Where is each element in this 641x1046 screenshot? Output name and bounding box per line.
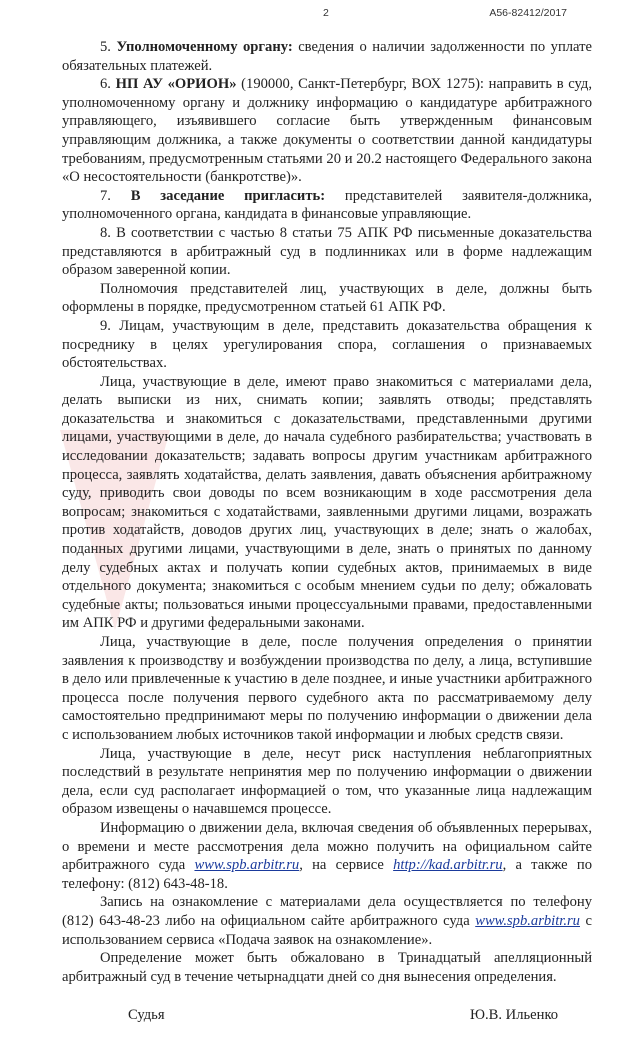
document-body xyxy=(62,38,592,986)
text: Определение может быть обжаловано в Тринадцатый апелляционный арбитражный суд в течение четырнадцати дней со дня вынесения определения. xyxy=(62,950,592,985)
paragraph xyxy=(62,633,592,745)
paragraph xyxy=(62,75,592,187)
link[interactable]: www.spb.arbitr.ru xyxy=(194,857,300,874)
text: , а также по телефону: (812) 643-48-18. xyxy=(62,857,592,892)
text: Запись на ознакомление с материалами дела осуществляется по телефону (812) 643-48-23 либо на официальном сайте арбитражного суда xyxy=(62,894,592,929)
text: 7. xyxy=(100,187,131,204)
text: представителей заявителя-должника, уполномоченного органа, кандидата в финансовые управляющие. xyxy=(62,187,593,223)
case-number: А56-82412/2017 xyxy=(489,7,567,19)
page-header xyxy=(0,0,641,38)
bold-text: Уполномоченному органу: xyxy=(116,39,293,55)
bold-text: В заседание пригласить: xyxy=(130,187,326,204)
text: 5. xyxy=(100,39,117,55)
paragraph xyxy=(62,317,592,373)
page-number: 2 xyxy=(323,7,329,19)
signature-name: Ю.В. Ильенко xyxy=(470,1007,559,1024)
signature-block xyxy=(0,1006,641,1046)
text: Лица, участвующие в деле, имеют право знакомиться с материалами дела, делать выписки из них, снимать копии; заявлять отводы; представлять доказательства и знакомиться с доказательствами, представленными другими лицами, участвующими в деле, до начала судебного разбирательства; участвовать в исследовании доказательств; задавать вопросы другим участникам арбитражного процесса, заявлять ходатайства, делать заявления, давать объяснения арбитражному суду, приводить свои доводы по всем возникающим в ходе рассмотрения дела вопросам; знакомиться с ходатайствами, заявленными другими лицами, возражать против ходатайств, доводов других лиц, участвующих в деле; знать о жалобах, поданных другими лицами, участвующими в деле, знать о принятых по данному делу судебных актах и получать копии судебных актов, принимаемых в виде отдельного документа; знакомиться с особым мнением судьи по делу; обжаловать судебные акты; пользоваться иными процессуальными правами, предоставленными им АПК РФ и другими федеральными законами. xyxy=(62,373,592,632)
text: , на сервисе xyxy=(299,857,394,874)
text: Полномочия представителей лиц, участвующих в деле, должны быть оформлены в порядке, предусмотренном статьей 61 АПК РФ. xyxy=(62,280,592,316)
paragraph xyxy=(62,38,592,75)
paragraph xyxy=(62,224,592,280)
link[interactable]: www.spb.arbitr.ru xyxy=(475,912,580,929)
text: Информацию о движении дела, включая сведения об объявленных перерывах, о времени и месте рассмотрения дела можно получить на официальном сайте арбитражного суда xyxy=(62,819,592,874)
text: 8. В соответствии с частью 8 статьи 75 АПК РФ письменные доказательства представляются в арбитражный суд в подлинниках или в форме надлежащим образом заверенной копии. xyxy=(62,224,592,279)
paragraph xyxy=(62,280,592,317)
paragraph xyxy=(62,949,592,986)
bold-text: НП АУ «ОРИОН» xyxy=(115,76,237,93)
paragraph xyxy=(62,745,592,819)
paragraph xyxy=(62,373,592,633)
paragraph xyxy=(62,893,592,949)
signature-title: Судья xyxy=(128,1007,165,1024)
text: Лица, участвующие в деле, несут риск наступления неблагоприятных последствий в результате непринятия мер по получению информации о движении дела, если суд располагает информацией о том, что указанные лица надлежащим образом извещены о начавшемся процессе. xyxy=(62,745,592,818)
link[interactable]: http://kad.arbitr.ru xyxy=(393,857,503,874)
paragraph xyxy=(62,819,592,893)
text: Лица, участвующие в деле, после получения определения о принятии заявления к производству и возбуждении производства по делу, а лица, вступившие в дело или привлеченные к участию в деле позднее, и иные участники арбитражного процесса после получения первого судебного акта по рассматриваемому делу самостоятельно предпринимают меры по получению информации о движении дела с использованием любых источников такой информации и любых средств связи. xyxy=(62,634,592,743)
text: 6. xyxy=(100,76,116,93)
text: с использованием сервиса «Подача заявок на ознакомление». xyxy=(62,912,592,948)
text: (190000, Санкт-Петербург, ВОХ 1275): направить в суд, уполномоченному органу и должнику информацию о кандидатуре арбитражного управляющего, изъявившего согласие быть утвержденным финансовым управляющим должника, а также документы о соответствии данной кандидатуры требованиям, предусмотренным статьями 20 и 20.2 настоящего Федерального закона «О несостоятельности (банкротстве)». xyxy=(62,76,592,186)
text: 9. Лицам, участвующим в деле, представить доказательства обращения к посреднику в целях урегулирования спора, соглашения о признаваемых обстоятельствах. xyxy=(62,317,592,372)
paragraph xyxy=(62,187,592,224)
text: сведения о наличии задолженности по уплате обязательных платежей. xyxy=(62,39,592,74)
